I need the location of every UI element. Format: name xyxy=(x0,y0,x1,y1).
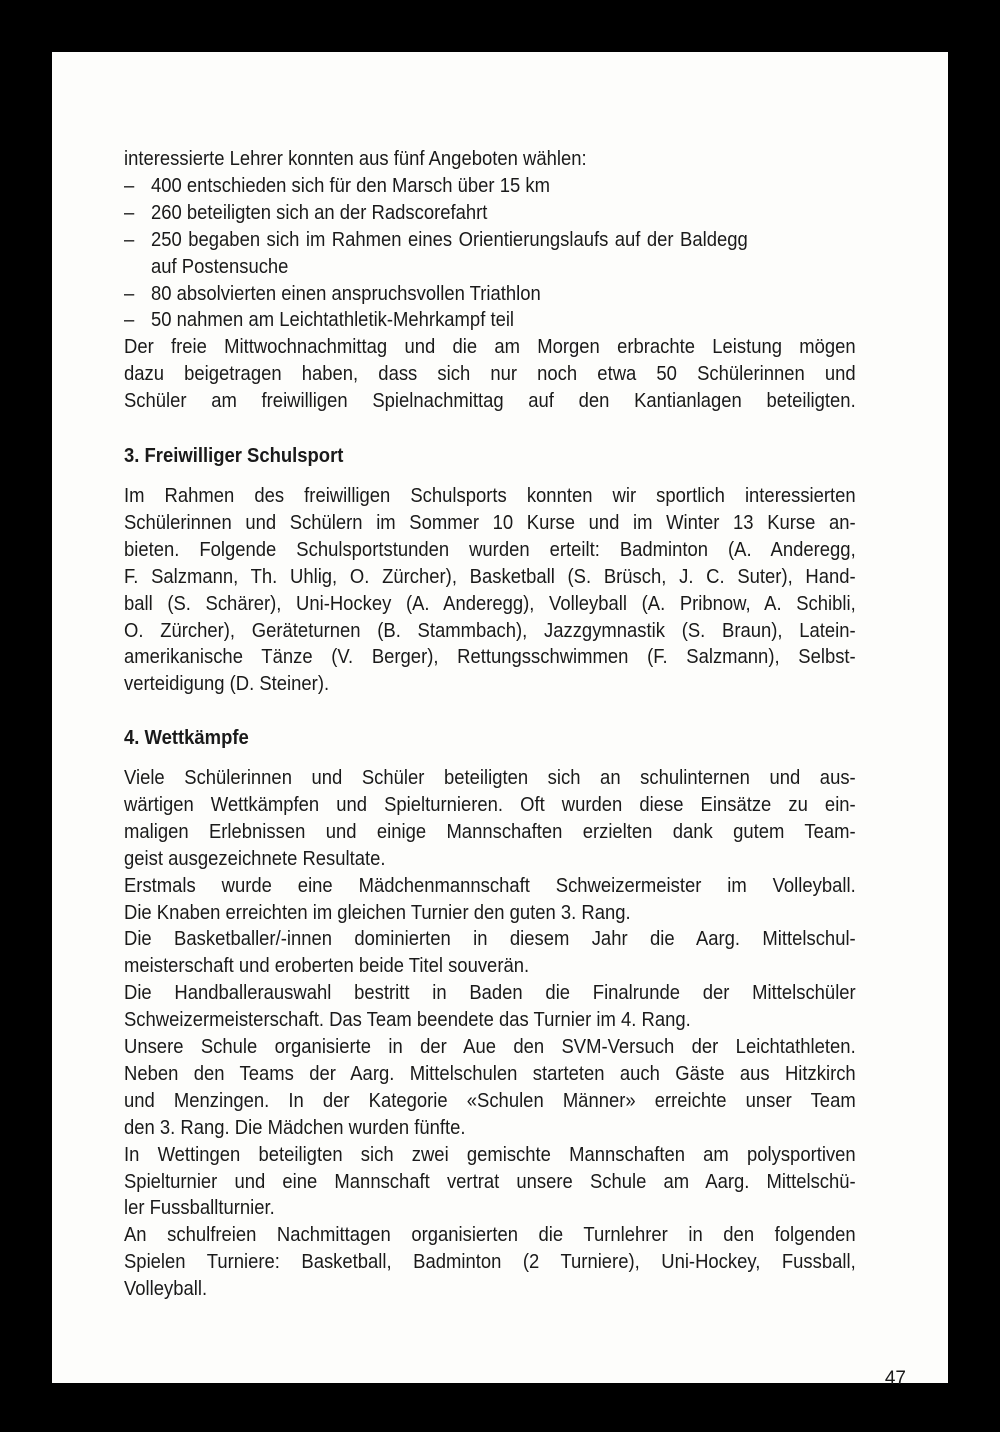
paragraph-line xyxy=(124,818,856,845)
paragraph-line xyxy=(124,1275,856,1302)
line-text: Der freie Mittwochnachmittag und die am Morgen erbrachte Leistung mögen xyxy=(124,335,856,359)
paragraph-line xyxy=(124,979,856,1006)
line-text: 80 absolvierten einen anspruchsvollen Triathlon xyxy=(151,281,541,305)
line-text: bieten. Folgende Schulsportstunden wurden erteilt: Badminton (A. Anderegg, xyxy=(124,537,856,561)
paragraph-line xyxy=(124,482,856,509)
paragraph-line xyxy=(124,1248,856,1275)
line-text: O. Zürcher), Geräteturnen (B. Stammbach), Jazzgymnastik (S. Braun), Latein- xyxy=(124,618,856,642)
paragraph-line xyxy=(124,333,856,360)
line-text: geist ausgezeichnete Resultate. xyxy=(124,846,386,870)
line-text: ler Fussballturnier. xyxy=(124,1196,275,1220)
list-item xyxy=(151,253,856,280)
line-text: 400 entschieden sich für den Marsch über 15 km xyxy=(151,173,550,197)
line-text: 50 nahmen am Leichtathletik-Mehrkampf teil xyxy=(151,308,515,332)
line-text: Schüler am freiwilligen Spielnachmittag auf den Kantianlagen beteiligten. xyxy=(124,389,856,413)
paragraph-line xyxy=(124,1168,856,1195)
paragraph-line xyxy=(124,791,856,818)
line-text: 260 beteiligten sich an der Radscorefahrt xyxy=(151,200,488,224)
section-heading xyxy=(124,442,856,469)
line-text: Die Handballerauswahl bestritt in Baden die Finalrunde der Mittelschüler xyxy=(124,981,856,1005)
line-text: dazu beigetragen haben, dass sich nur noch etwa 50 Schülerinnen und xyxy=(124,362,856,386)
line-text: Unsere Schule organisierte in der Aue den SVM-Versuch der Leichtathleten. xyxy=(124,1035,856,1058)
paragraph-line xyxy=(124,1114,856,1141)
list-bullet: – xyxy=(124,200,135,224)
section-heading xyxy=(124,724,856,751)
paragraph-line xyxy=(124,617,856,644)
paragraph-line xyxy=(124,899,856,926)
paragraph-line xyxy=(124,643,856,670)
paragraph-line xyxy=(124,845,856,872)
list-bullet: – xyxy=(124,281,135,305)
paragraph-line xyxy=(124,360,856,387)
paragraph-line xyxy=(124,1087,856,1114)
line-text: Schweizermeisterschaft. Das Team beendete das Turnier im 4. Rang. xyxy=(124,1008,691,1032)
line-text: Volleyball. xyxy=(124,1277,208,1301)
line-text: verteidigung (D. Steiner). xyxy=(124,672,330,696)
line-text: Im Rahmen des freiwilligen Schulsports konnten wir sportlich interessierten xyxy=(124,484,856,507)
line-text: maligen Erlebnissen und einige Mannschaften erzielten dank gutem Team- xyxy=(124,819,856,843)
paragraph-line xyxy=(124,1006,856,1033)
paragraph-line xyxy=(124,1060,856,1087)
list-item xyxy=(124,226,856,253)
line-text: interessierte Lehrer konnten aus fünf Angeboten wählen: xyxy=(124,147,587,170)
line-text: auf Postensuche xyxy=(151,254,289,278)
line-text: Schülerinnen und Schülern im Sommer 10 Kurse und im Winter 13 Kurse an- xyxy=(124,510,856,534)
paragraph-line xyxy=(124,764,856,791)
line-text: und Menzingen. In der Kategorie «Schulen Männer» erreichte unser Team xyxy=(124,1088,856,1112)
line-text: Die Basketballer/-innen dominierten in diesem Jahr die Aarg. Mittelschul- xyxy=(124,927,856,951)
line-text: 4. Wettkämpfe xyxy=(124,726,249,749)
paragraph-line xyxy=(124,536,856,563)
line-text: Erstmals wurde eine Mädchenmannschaft Schweizermeister im Volleyball. xyxy=(124,873,856,897)
page-number: 47 xyxy=(884,1368,906,1389)
list-item xyxy=(124,199,856,226)
line-text: In Wettingen beteiligten sich zwei gemischte Mannschaften am polysportiven xyxy=(124,1142,856,1166)
paragraph-line xyxy=(124,1194,856,1221)
paragraph-line xyxy=(124,1141,856,1168)
list-bullet: – xyxy=(124,227,135,251)
line-text: An schulfreien Nachmittagen organisierten die Turnlehrer in den folgenden xyxy=(124,1223,856,1247)
list-item xyxy=(124,306,856,333)
line-text: Die Knaben erreichten im gleichen Turnier den guten 3. Rang. xyxy=(124,900,631,924)
paragraph-line xyxy=(124,872,856,899)
list-bullet: – xyxy=(124,173,135,197)
line-text: amerikanische Tänze (V. Berger), Rettungsschwimmen (F. Salzmann), Selbst- xyxy=(124,645,856,669)
list-item xyxy=(124,172,856,199)
paragraph-line xyxy=(124,509,856,536)
line-text: 250 begaben sich im Rahmen eines Orientierungslaufs auf der Baldegg xyxy=(151,227,748,251)
line-text: Spielen Turniere: Basketball, Badminton (2 Turniere), Uni-Hockey, Fussball, xyxy=(124,1250,856,1274)
paragraph-line xyxy=(124,925,856,952)
line-text: Spielturnier und eine Mannschaft vertrat unsere Schule am Aarg. Mittelschü- xyxy=(124,1169,856,1193)
line-text: wärtigen Wettkämpfen und Spielturnieren. Oft wurden diese Einsätze zu ein- xyxy=(124,792,856,816)
line-text: meisterschaft und eroberten beide Titel souverän. xyxy=(124,954,530,978)
paragraph-line xyxy=(124,1221,856,1248)
list-bullet: – xyxy=(124,308,135,332)
line-text: Neben den Teams der Aarg. Mittelschulen starteten auch Gäste aus Hitzkirch xyxy=(124,1061,856,1085)
line-text: Viele Schülerinnen und Schüler beteiligten sich an schulinternen und aus- xyxy=(124,766,856,789)
list-item xyxy=(124,280,856,307)
line-text: ball (S. Schärer), Uni-Hockey (A. Anderegg), Volleyball (A. Pribnow, A. Schibli, xyxy=(124,591,856,615)
paragraph-line xyxy=(124,670,856,697)
paragraph-line xyxy=(124,952,856,979)
paragraph-line xyxy=(124,387,856,414)
line-text: den 3. Rang. Die Mädchen wurden fünfte. xyxy=(124,1115,466,1139)
paragraph-line xyxy=(124,1033,856,1060)
line-text: F. Salzmann, Th. Uhlig, O. Zürcher), Basketball (S. Brüsch, J. C. Suter), Hand- xyxy=(124,564,856,588)
intro-line xyxy=(124,145,856,172)
line-text: 3. Freiwilliger Schulsport xyxy=(124,444,344,467)
paragraph-line xyxy=(124,563,856,590)
paragraph-line xyxy=(124,590,856,617)
